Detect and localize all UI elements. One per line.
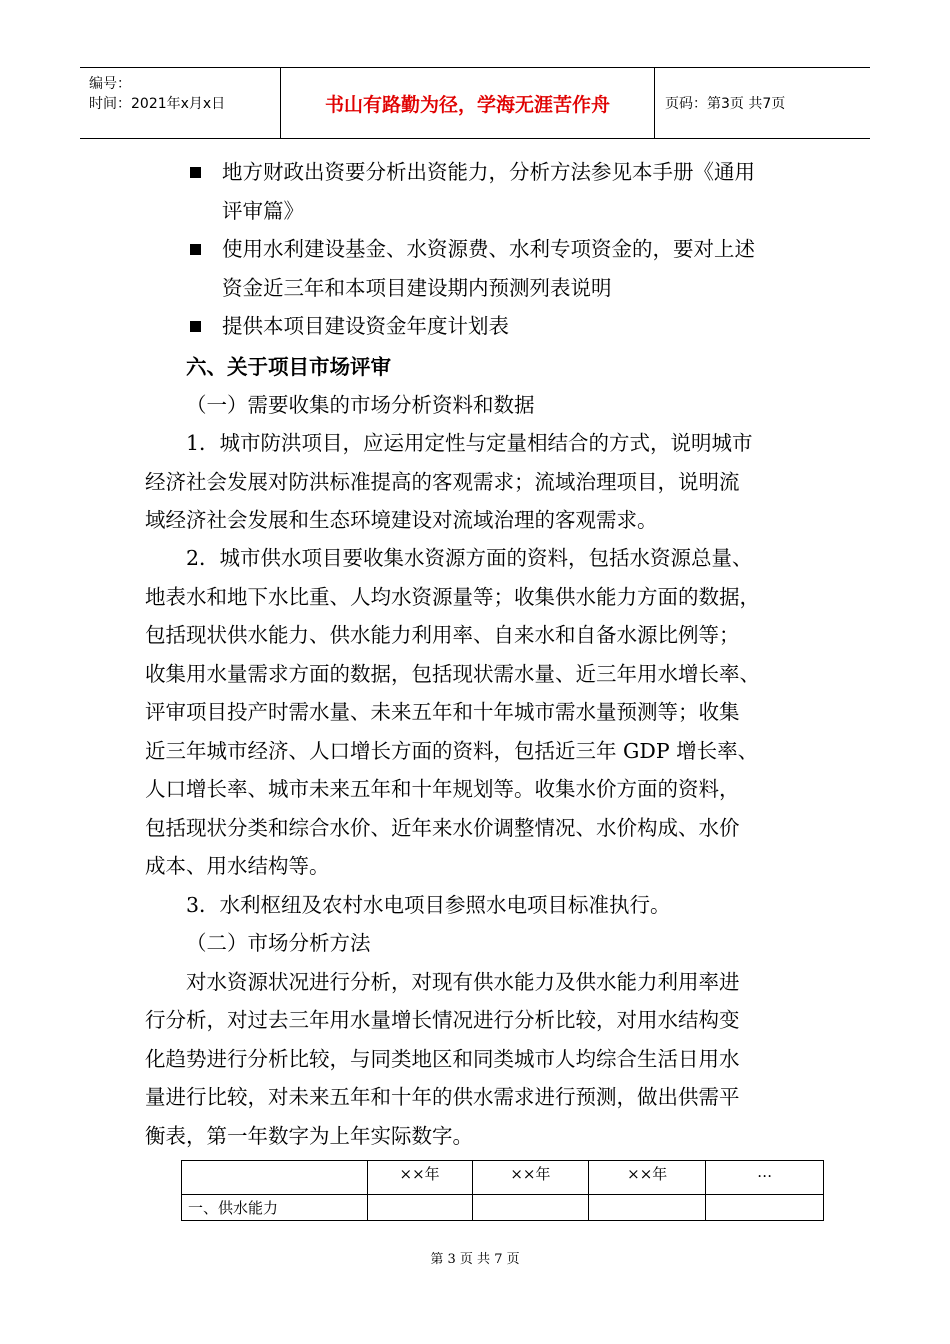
para2-line: 包括现状供水能力、供水能力利用率、自来水和自备水源比例等； [145,623,740,647]
para4-line: 化趋势进行分析比较，与同类地区和同类城市人均综合生活日用水 [145,1047,740,1071]
para4-line: 行分析，对过去三年用水量增长情况进行分析比较，对用水结构变 [145,1008,740,1032]
para3-line: 3．水利枢纽及农村水电项目参照水电项目标准执行。 [186,893,671,917]
page-header [80,67,870,139]
subsection-2-heading: （二）市场分析方法 [186,931,371,955]
table-cell: 一、供水能力 [182,1195,368,1221]
motto: 书山有路勤为径，学海无涯苦作舟 [324,93,610,116]
table-cell [472,1195,589,1221]
para2-line: 评审项目投产时需水量、未来五年和十年城市需水量预测等；收集 [145,700,740,724]
table-header-cell: ××年 [472,1161,589,1195]
number-label: 编号： [89,76,131,92]
bullet-icon [190,321,201,332]
section-heading: 六、关于项目市场评审 [186,355,391,379]
para2-line: 地表水和地下水比重、人均水资源量等；收集供水能力方面的数据， [145,585,760,609]
table-header-cell: ××年 [367,1161,472,1195]
table-header-cell [182,1161,368,1195]
table-cell [706,1195,824,1221]
bullet-icon [190,167,201,178]
header-meta [80,68,281,138]
para4-line: 衡表，第一年数字为上年实际数字。 [145,1124,473,1148]
table-header-cell: ××年 [589,1161,706,1195]
table-cell [589,1195,706,1221]
para2-line: 收集用水量需求方面的数据，包括现状需水量、近三年用水增长率、 [145,662,760,686]
bullet-icon [190,244,201,255]
table-header-row [182,1161,824,1195]
time-label: 时间：2021年x月x日 [89,96,226,112]
para4-line: 量进行比较，对未来五年和十年的供水需求进行预测，做出供需平 [145,1085,740,1109]
table-header-cell: … [706,1161,824,1195]
para2-line: 近三年城市经济、人口增长方面的资料，包括近三年 GDP 增长率、 [145,739,759,763]
para2-line: 成本、用水结构等。 [145,854,330,878]
para1-line: 经济社会发展对防洪标准提高的客观需求；流域治理项目，说明流 [145,470,740,494]
subsection-1-heading: （一）需要收集的市场分析资料和数据 [186,393,535,417]
header-page-cell [655,68,870,138]
para1-line: 1．城市防洪项目，应运用定性与定量相结合的方式，说明城市 [186,431,753,455]
para2-line: 包括现状分类和综合水价、近年来水价调整情况、水价构成、水价 [145,816,740,840]
para2-line: 2．城市供水项目要收集水资源方面的资料，包括水资源总量、 [186,546,753,570]
supply-demand-table [181,1160,824,1221]
header-motto-cell [281,68,655,138]
page-info: 页码：第3页 共7页 [665,96,786,112]
bullet-1-line-2: 评审篇》 [222,199,304,223]
table-cell [367,1195,472,1221]
para2-line: 人口增长率、城市未来五年和十年规划等。收集水价方面的资料， [145,777,740,801]
bullet-2-line-2: 资金近三年和本项目建设期内预测列表说明 [222,276,612,300]
bullet-3-line-1: 提供本项目建设资金年度计划表 [222,314,509,338]
bullet-1-line-1: 地方财政出资要分析出资能力，分析方法参见本手册《通用 [222,160,755,184]
para4-line: 对水资源状况进行分析，对现有供水能力及供水能力利用率进 [186,970,740,994]
bullet-2-line-1: 使用水利建设基金、水资源费、水利专项资金的，要对上述 [222,237,755,261]
page-footer: 第 3 页 共 7 页 [430,1252,520,1267]
para1-line: 域经济社会发展和生态环境建设对流域治理的客观需求。 [145,508,658,532]
table-row [182,1195,824,1221]
